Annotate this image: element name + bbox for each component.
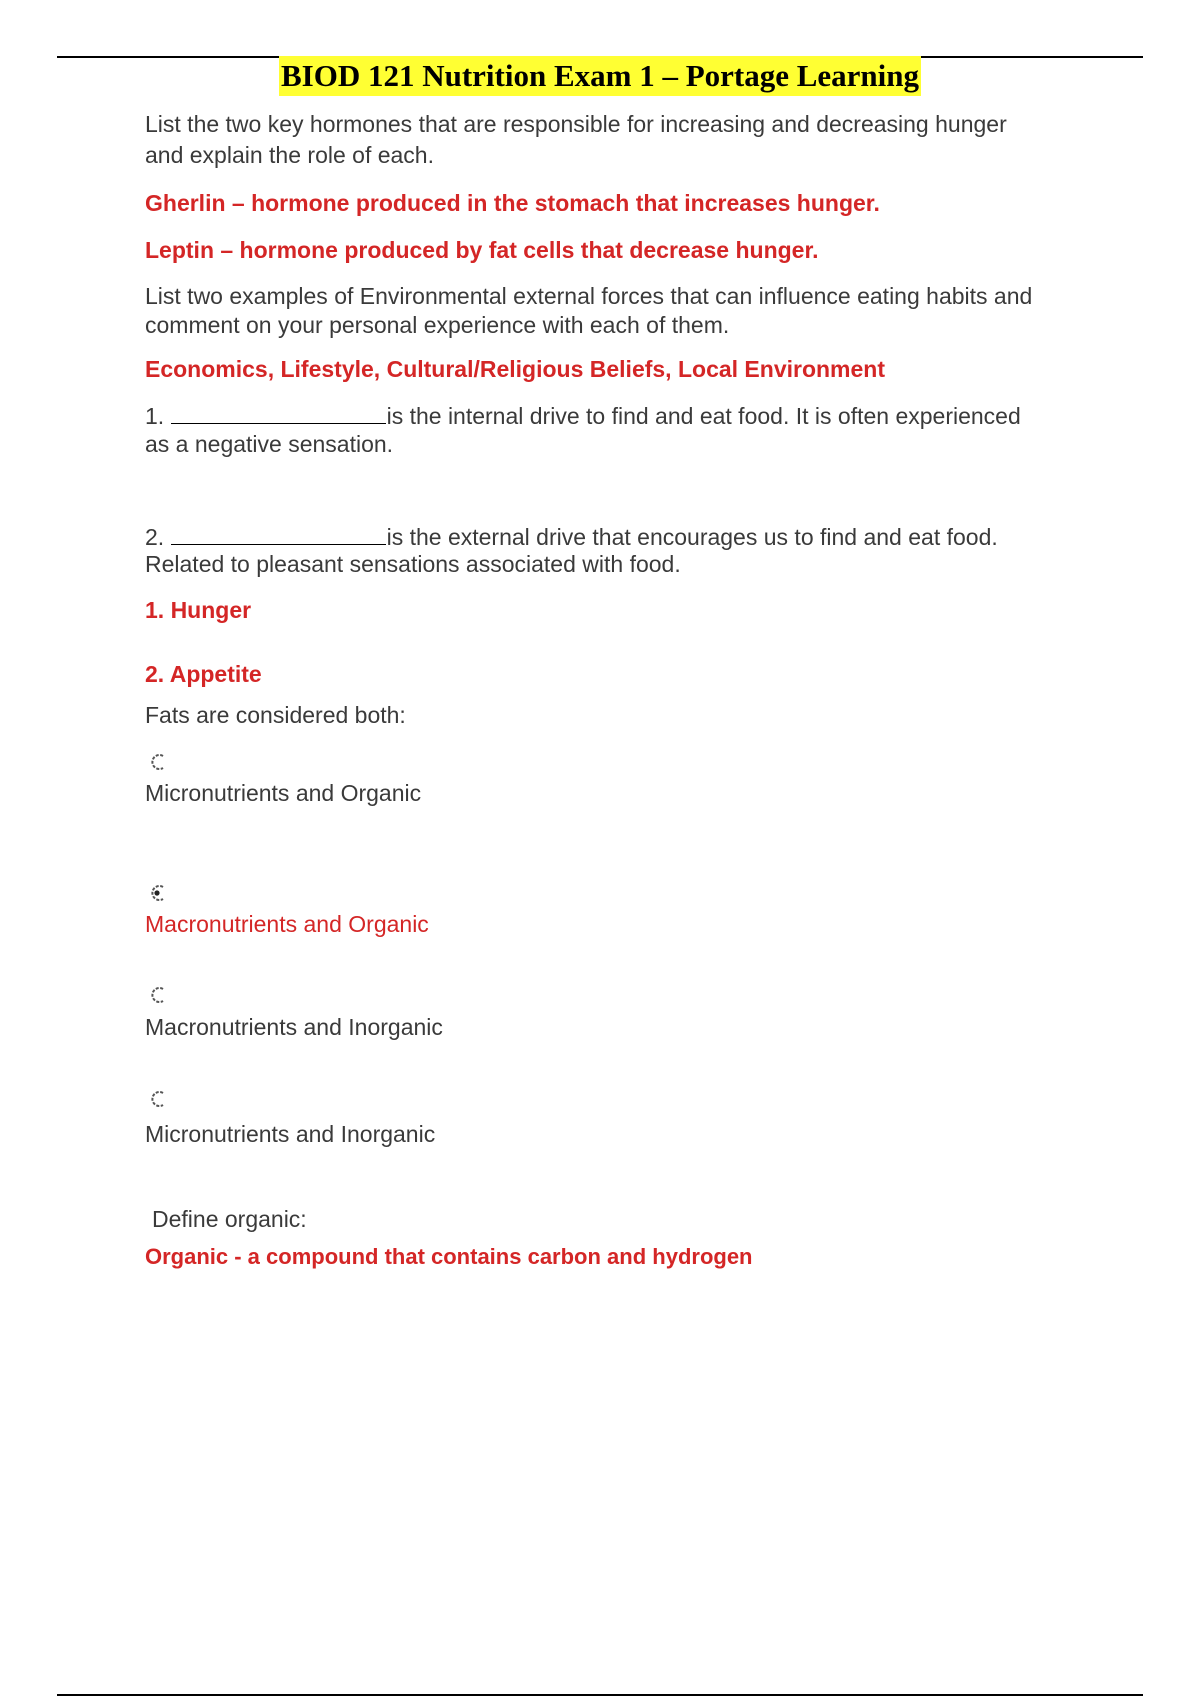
q4-option-1-label: Micronutrients and Organic: [145, 780, 422, 806]
q4-option-3-label: Macronutrients and Inorganic: [145, 1014, 443, 1040]
radio-unchecked-icon[interactable]: [147, 1087, 167, 1111]
footer-rule: [57, 1694, 1143, 1696]
q3-item-1-line-2: as a negative sensation.: [145, 431, 394, 457]
q3-item-2-text: is the external drive that encourages us to find and eat food.: [386, 524, 998, 550]
q3-item-1-blank: [171, 403, 386, 424]
page-title: BIOD 121 Nutrition Exam 1 – Portage Learning: [279, 56, 921, 96]
radio-unchecked-icon[interactable]: [147, 750, 167, 774]
q3-item-1: [145, 402, 1021, 431]
q3-answer-appetite: 2. Appetite: [145, 661, 262, 687]
header: [0, 56, 1200, 96]
radio-unchecked-icon[interactable]: [147, 983, 167, 1007]
q2-prompt-line-1: List two examples of Environmental external forces that can influence eating habits and: [145, 283, 1033, 309]
q2-prompt-line-2: comment on your personal experience with each of them.: [145, 312, 730, 338]
q1-answer-ghrelin: Gherlin – hormone produced in the stomach that increases hunger.: [145, 190, 880, 216]
q5-prompt: Define organic:: [152, 1206, 307, 1232]
q3-item-1-number: 1.: [145, 403, 165, 429]
q3-item-2-blank: [171, 524, 386, 545]
q3-item-2-number: 2.: [145, 524, 165, 550]
q1-prompt-line-2: and explain the role of each.: [145, 142, 434, 168]
q3-item-2-line-2: Related to pleasant sensations associated with food.: [145, 551, 681, 577]
q4-prompt: Fats are considered both:: [145, 702, 406, 728]
q3-item-1-text: is the internal drive to find and eat food. It is often experienced: [386, 403, 1021, 429]
q1-prompt-line-1: List the two key hormones that are responsible for increasing and decreasing hunger: [145, 111, 1007, 137]
q1-answer-leptin: Leptin – hormone produced by fat cells that decrease hunger.: [145, 237, 819, 263]
q5-answer: Organic - a compound that contains carbon and hydrogen: [145, 1244, 753, 1269]
q3-answer-hunger: 1. Hunger: [145, 597, 252, 623]
radio-checked-icon[interactable]: [147, 881, 167, 905]
q3-item-2: [145, 523, 998, 552]
q4-option-4-label: Micronutrients and Inorganic: [145, 1121, 436, 1147]
q4-option-2-label: Macronutrients and Organic: [145, 911, 429, 937]
q2-answer: Economics, Lifestyle, Cultural/Religious Beliefs, Local Environment: [145, 356, 885, 382]
